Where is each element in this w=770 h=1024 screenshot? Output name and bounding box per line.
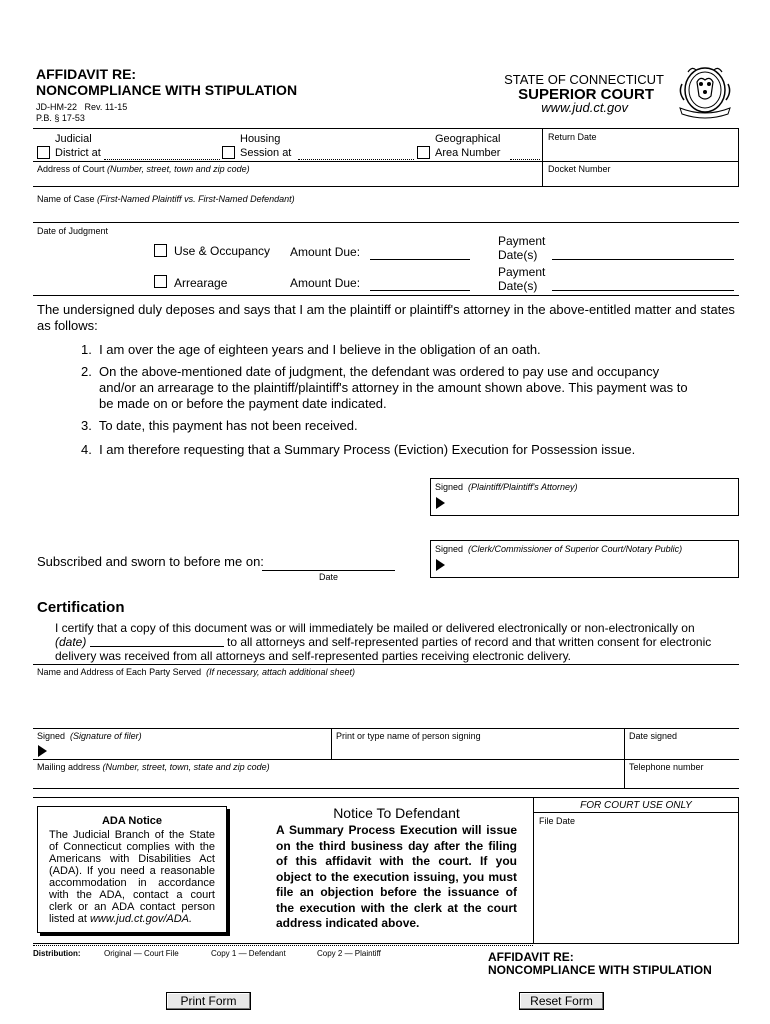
name-of-case-label: Name of Case (First-Named Plaintiff vs. First-Named Defendant) [37,194,295,204]
payment-dates-input-1[interactable] [552,259,734,260]
telephone-label: Telephone number [629,762,704,772]
notice-to-defendant-heading: Notice To Defendant [333,805,460,821]
date-signed-label: Date signed [629,731,678,741]
statement-item-4: 4. I am therefore requesting that a Summary Process (Eviction) Execution for Possession issue. [81,442,636,457]
print-name-label: Print or type name of person signing [336,731,481,741]
arrearage-checkbox[interactable] [154,275,167,288]
subscribed-label: Subscribed and sworn to before me on: [37,554,264,569]
payment-dates-input-2[interactable] [552,290,734,291]
payment-dates-label-2: Date(s) [498,279,538,293]
court-use-only-label: FOR COURT USE ONLY [580,800,692,811]
certification-line2: to all attorneys and self-represented parties of record and that written consent for electronic [227,635,712,649]
notice-to-defendant-body: A Summary Process Execution will issue on the third business day after the filing of this affidavit with the court. If you object to the execution issuing, you must file an objection before the issuance of the execution with the clerk at the court address indicated above. [276,823,517,930]
distribution-copy2: Copy 2 — Plaintiff [317,949,381,958]
statement-intro: The undersigned duly deposes and says that I am the plaintiff or plaintiff's attorney in the above-entitled matter and states as follows: [37,302,735,333]
payment-dates-label-1: Date(s) [498,248,538,262]
geographical-area-checkbox[interactable] [417,146,430,159]
sign-arrow-icon [436,559,445,571]
return-date-label: Return Date [548,132,597,142]
certification-date-input[interactable] [90,646,224,647]
court-name: SUPERIOR COURT [518,86,654,103]
address-of-court-label: Address of Court (Number, street, town and zip code) [37,164,250,174]
amount-due-input-2[interactable] [370,290,470,291]
housing-session-input[interactable] [298,159,414,160]
housing-session-label: Session at [240,147,292,159]
form-number: JD-HM-22 Rev. 11-15 [36,102,128,112]
distribution-copy1: Copy 1 — Defendant [211,949,286,958]
statement-item-1: 1. I am over the age of eighteen years and I believe in the obligation of an oath. [81,342,541,357]
file-date-label: File Date [539,816,576,826]
certification-heading: Certification [37,599,125,616]
geographical-label: Geographical [435,133,501,145]
subscribed-date-input[interactable] [262,570,395,571]
practice-book: P.B. § 17-53 [36,113,85,123]
footer-title-line2: NONCOMPLIANCE WITH STIPULATION [488,963,712,977]
geographical-area-label: Area Number [435,147,501,159]
certification-line3: delivery was received from all attorneys and self-represented parties receiving electronic delivery. [55,649,572,663]
clerk-signature-box[interactable] [430,540,739,578]
court-website: www.jud.ct.gov [541,100,628,115]
use-occupancy-label: Use & Occupancy [174,244,271,258]
plaintiff-signature-box[interactable] [430,478,739,516]
housing-label: Housing [240,133,281,145]
certification-line1: I certify that a copy of this document was or will immediately be mailed or delivered electronically or non-electronically on [55,621,695,635]
payment-label-1: Payment [498,234,546,248]
distribution-label: Distribution: [33,949,81,958]
footer-title-line1: AFFIDAVIT RE: [488,950,574,964]
statement-item-3: 3. To date, this payment has not been received. [81,418,358,433]
print-form-button[interactable]: Print Form [166,992,251,1010]
amount-due-input-1[interactable] [370,259,470,260]
form-title-line1: AFFIDAVIT RE: [36,66,137,82]
use-occupancy-checkbox[interactable] [154,244,167,257]
sign-arrow-icon [436,497,445,509]
amount-due-label-2: Amount Due: [290,276,361,290]
reset-form-button[interactable]: Reset Form [519,992,604,1010]
statement-item-2: On the above-mentioned date of judgment, the defendant was ordered to pay use and occupancy and/or an arrearage to the plaintiff/plaintiff's attorney in the amount shown above. This payment was to be made on or before the payment date indicated. [99,364,688,411]
docket-number-label: Docket Number [548,164,611,174]
housing-session-checkbox[interactable] [222,146,235,159]
geographical-area-input[interactable] [510,159,540,160]
judicial-district-checkbox[interactable] [37,146,50,159]
payment-label-2: Payment [498,265,546,279]
certification-date-word: (date) [55,635,87,649]
parties-served-label: Name and Address of Each Party Served (If necessary, attach additional sheet) [37,667,356,677]
connecticut-seal-icon [674,64,736,122]
judicial-label: Judicial [55,133,92,145]
form-title-line2: NONCOMPLIANCE WITH STIPULATION [36,82,298,98]
filer-signature-label: Signed (Signature of filer) [37,731,142,741]
state-name: STATE OF CONNECTICUT [504,72,664,87]
amount-due-label-1: Amount Due: [290,245,361,259]
mailing-address-label: Mailing address (Number, street, town, state and zip code) [37,762,270,772]
ada-link[interactable]: www.jud.ct.gov/ADA. [89,913,193,925]
plaintiff-signature-label: Signed (Plaintiff/Plaintiff's Attorney) [435,482,578,492]
judicial-district-label: District at [55,147,101,159]
distribution-original: Original — Court File [104,949,179,958]
clerk-signature-label: Signed (Clerk/Commissioner of Superior Court/Notary Public) [435,544,683,554]
ada-notice-box [37,806,227,933]
ada-notice-heading: ADA Notice [101,815,163,827]
subscribed-date-label: Date [318,572,338,582]
judicial-district-input[interactable] [104,159,220,160]
ada-notice-body: The Judicial Branch of the State of Connecticut complies with the Americans with Disabilities Act (ADA). If you need a reasonable accommodation in accordance with the ADA, contact a court clerk or an ADA contact person listed at www.jud.ct.gov/ADA. [49,829,215,925]
date-of-judgment-label: Date of Judgment [37,226,109,236]
arrearage-label: Arrearage [174,276,228,290]
sign-arrow-icon [38,745,47,757]
